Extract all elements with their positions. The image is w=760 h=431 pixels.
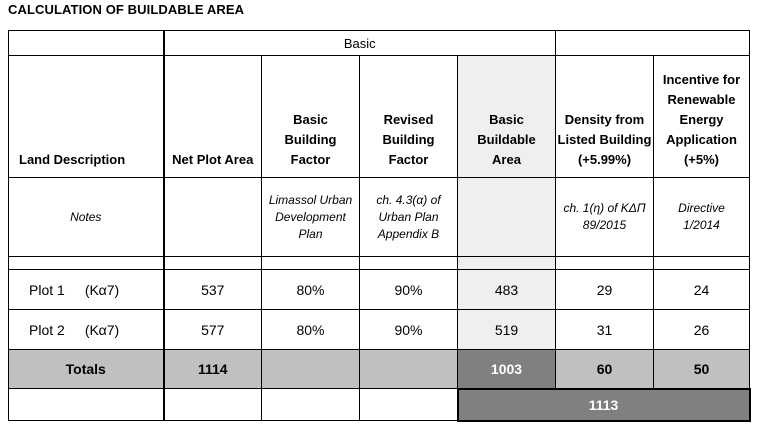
notes-incentive: Directive 1/2014	[654, 178, 750, 257]
totals-revised-factor-blank	[360, 350, 458, 389]
totals-incentive: 50	[654, 350, 750, 389]
blank-header-cell	[556, 31, 750, 56]
buildable-value: 519	[458, 310, 556, 350]
notes-row	[9, 178, 750, 257]
col-header-revised-building-factor: Revised Building Factor	[360, 56, 458, 178]
col-header-density-listed-building: Density from Listed Building (+5.99%)	[556, 56, 654, 178]
plot-label: Plot 1 (Κα7)	[9, 270, 164, 310]
totals-buildable: 1003	[458, 350, 556, 389]
incentive-value: 26	[654, 310, 750, 350]
totals-basic-factor-blank	[262, 350, 360, 389]
totals-label: Totals	[9, 350, 164, 389]
notes-label: Notes	[9, 178, 164, 257]
col-header-land-description: Land Description	[9, 56, 164, 178]
incentive-value: 24	[654, 270, 750, 310]
revised-factor-value: 90%	[360, 310, 458, 350]
spacer-row	[9, 257, 750, 270]
buildable-area-table	[8, 30, 751, 422]
net-area-value: 577	[164, 310, 262, 350]
table-row	[9, 310, 750, 350]
col-header-basic-buildable-area: Basic Buildable Area	[458, 56, 556, 178]
basic-factor-value: 80%	[262, 310, 360, 350]
group-header-row	[9, 31, 750, 56]
totals-net-area: 1114	[164, 350, 262, 389]
totals-density: 60	[556, 350, 654, 389]
col-header-basic-building-factor: Basic Building Factor	[262, 56, 360, 178]
column-header-row	[9, 56, 750, 178]
col-header-net-plot-area: Net Plot Area	[164, 56, 262, 178]
totals-row	[9, 350, 750, 389]
grand-total-value: 1113	[458, 389, 750, 421]
density-value: 29	[556, 270, 654, 310]
group-header-basic: Basic	[164, 31, 556, 56]
density-value: 31	[556, 310, 654, 350]
revised-factor-value: 90%	[360, 270, 458, 310]
notes-net-area-cell	[164, 178, 262, 257]
grand-total-row	[9, 389, 750, 421]
buildable-value: 483	[458, 270, 556, 310]
plot-label: Plot 2 (Κα7)	[9, 310, 164, 350]
notes-revised-factor: ch. 4.3(α) of Urban Plan Appendix B	[360, 178, 458, 257]
basic-factor-value: 80%	[262, 270, 360, 310]
page-title: CALCULATION OF BUILDABLE AREA	[8, 2, 245, 17]
notes-density: ch. 1(η) of ΚΔΠ 89/2015	[556, 178, 654, 257]
notes-basic-factor: Limassol Urban Development Plan	[262, 178, 360, 257]
blank-header-cell	[9, 31, 164, 56]
net-area-value: 537	[164, 270, 262, 310]
col-header-incentive-renewable: Incentive for Renewable Energy Application (+5%)	[654, 56, 750, 178]
notes-buildable-cell	[458, 178, 556, 257]
table-row	[9, 270, 750, 310]
